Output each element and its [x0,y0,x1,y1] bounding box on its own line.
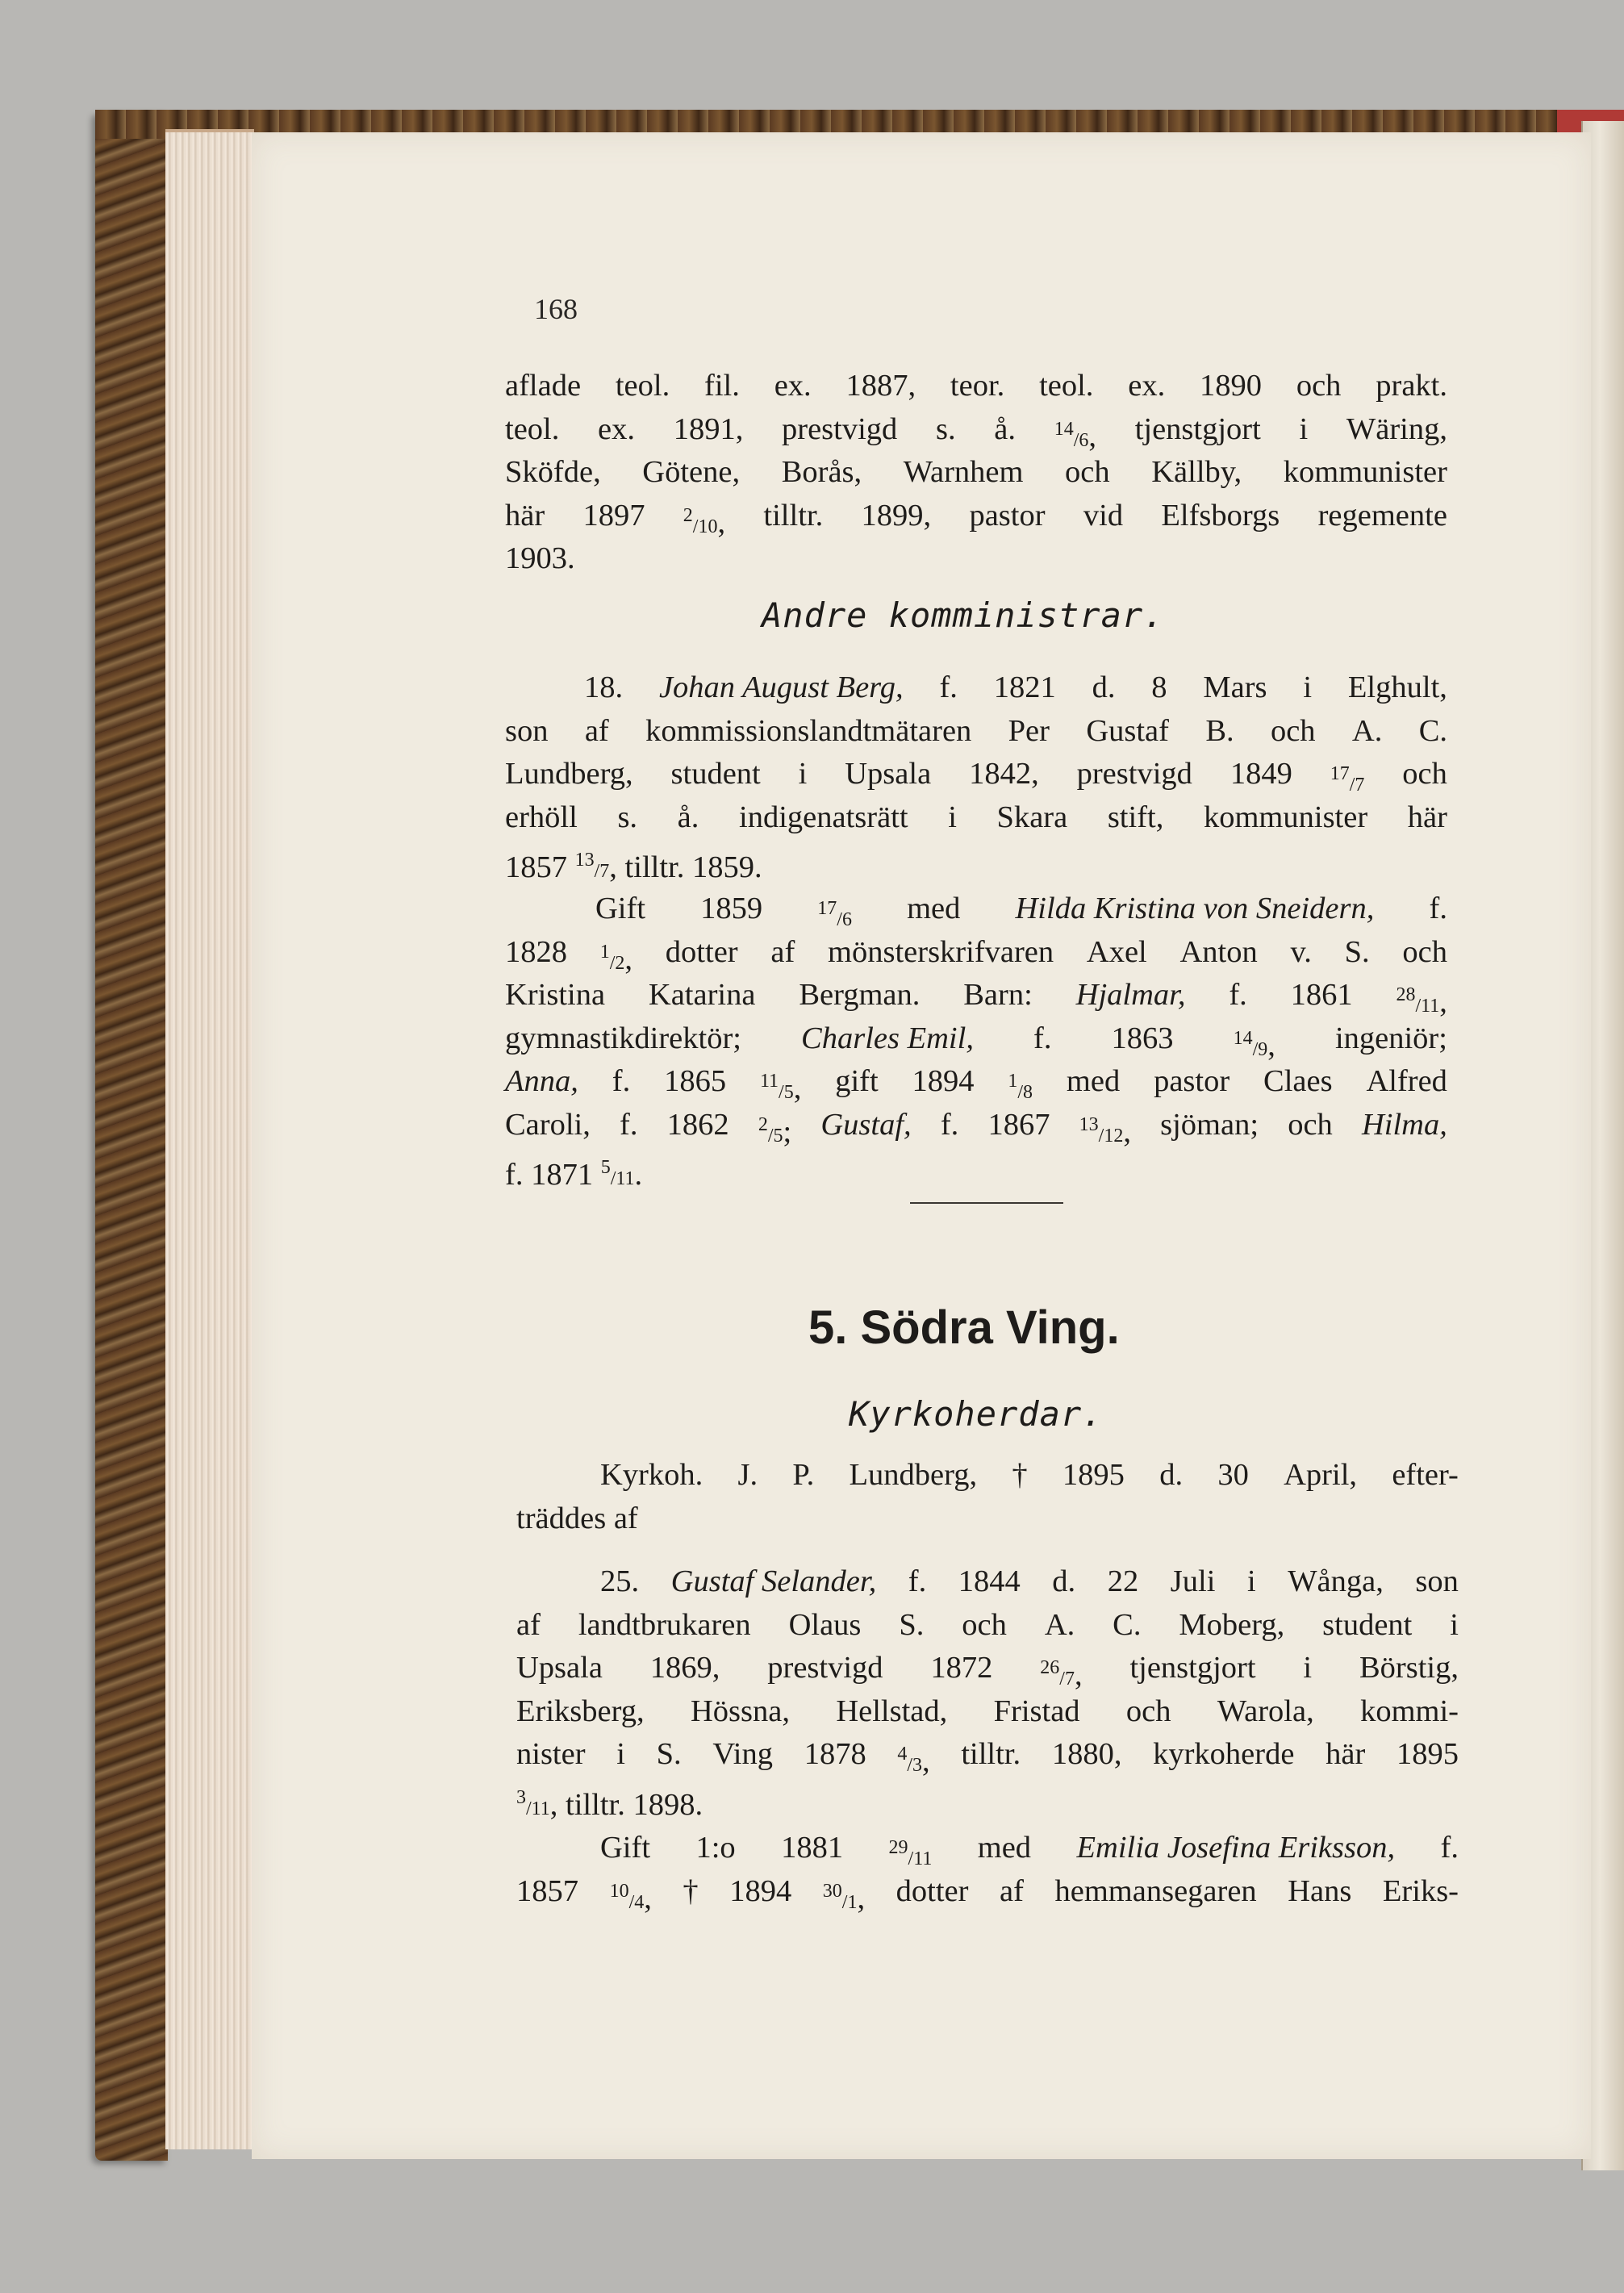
text-line [600,1560,1459,1604]
text-word: f. [1229,978,1247,1012]
text-word: Juli [1170,1564,1216,1598]
text-word: Lundberg, [849,1458,978,1492]
text-word: f. [939,670,958,704]
text-word: 1890 [1200,369,1263,403]
text-word: 1862 [666,1107,729,1142]
text-line [505,839,762,894]
text-word: d. [1159,1458,1184,1492]
text-word: Ving [712,1737,774,1771]
text-word: 1865 [664,1064,727,1098]
text-word: $^2$/10, [683,504,726,540]
text-word: pastor [969,498,1046,533]
text-word: prakt. [1376,369,1447,403]
text-word: tilltr. [624,850,685,884]
text-word: Kyrkoh. [600,1458,703,1492]
text-word: Hans [1288,1873,1352,1908]
text-word: i [1246,1564,1256,1598]
text-word: f. [908,1564,927,1598]
text-word: Gift [600,1831,651,1865]
heading-kyrkoherdar: Kyrkoherdar. [849,1394,1104,1434]
text-word: Hilda Kristina von Sneidern, [1015,892,1375,925]
text-word: Moberg, [1179,1607,1285,1642]
text-word: 30 [1217,1458,1249,1492]
text-word: Olaus [788,1607,862,1642]
text-word: sjöman; [1160,1107,1259,1142]
text-word: 1859. [691,850,762,884]
text-word: erhöll [505,800,578,834]
text-word: träddes [516,1501,607,1535]
text-word: Gift [595,892,646,925]
text-word: ex. [598,411,636,446]
text-word: $^{14}$/6, [1054,418,1096,453]
text-word: Hössna, [690,1694,790,1728]
text-word: 1880, [1051,1737,1122,1771]
text-word: af [584,713,609,748]
text-word: A. [1044,1607,1075,1642]
text-word: här [1326,1737,1366,1771]
text-word: 1861 [1290,978,1353,1012]
text-word: Hellstad, [836,1694,948,1728]
text-word: ex. [774,369,812,403]
text-word: kommi- [1360,1694,1459,1728]
text-word: af [1000,1873,1024,1908]
text-word: Eriksberg, [516,1694,645,1728]
text-word: och [1270,713,1316,748]
text-word: 1898. [632,1787,703,1822]
text-word: son [1415,1564,1459,1598]
text-line [505,451,1447,495]
text-line [505,710,1447,754]
text-word: här [505,498,545,533]
text-word: Wånga, [1288,1564,1384,1598]
text-word: kommunister [1203,800,1368,834]
text-line [505,1146,642,1201]
text-word: Caroli, [505,1107,591,1142]
text-word: Eriks- [1382,1873,1459,1908]
text-word: vid [1083,498,1124,533]
text-word: d. [1092,670,1116,704]
text-word: f. [612,1064,631,1098]
text-word: i [1450,1607,1459,1642]
text-word: Mars [1203,670,1267,704]
section-divider [910,1202,1063,1204]
text-word: f. [505,1158,524,1192]
text-word: $^2$/5; [758,1113,792,1149]
text-word: med [907,892,961,925]
text-word: Kristina [505,978,606,1012]
text-word: teol. [615,369,670,403]
text-word: kommunister [1283,455,1447,489]
text-word: S. [899,1607,925,1642]
text-word: teor. [950,369,1005,403]
text-word: regemente [1317,498,1447,533]
text-word: nister [516,1737,586,1771]
text-word: C. [1113,1607,1142,1642]
text-word: prestvigd [767,1651,883,1685]
text-word: 1:o [695,1831,736,1865]
text-line [516,1777,703,1831]
text-word: hemmansegaren [1054,1873,1257,1908]
text-word: Wäring, [1346,411,1447,446]
text-word: och [962,1607,1007,1642]
text-word: Upsala [516,1651,603,1685]
text-word: $^{17}$/7 [1330,763,1365,796]
text-word: $^{17}$/6 [817,898,852,930]
text-word: med [977,1831,1032,1865]
text-word: 1821 [993,670,1056,704]
text-word: $^1$/8 [1008,1071,1033,1103]
text-word: S. [1344,934,1370,969]
text-word: J. [737,1458,758,1492]
text-word: af [613,1501,638,1535]
text-word: student [670,757,761,791]
text-word: son [505,713,549,748]
text-word: å. [994,411,1017,446]
text-word: Sköfde, [505,455,601,489]
text-word: Charles Emil, [801,1021,974,1055]
text-word: och [1288,1107,1333,1142]
text-word: $^{14}$/9, [1233,1027,1275,1063]
text-word: $^{28}$/11, [1396,984,1447,1019]
text-word: Katarina [648,978,756,1012]
text-word: stift, [1107,800,1164,834]
page-number: 168 [534,293,578,325]
text-word: 1895 [1396,1737,1459,1771]
text-word: Götene, [642,455,741,489]
text-word: Claes [1263,1064,1333,1098]
text-word: f. [1429,892,1447,925]
text-word: 1881 [781,1831,844,1865]
text-word: f. [1440,1831,1459,1865]
text-word: gift [835,1064,879,1098]
text-word: Axel [1086,934,1147,969]
text-word: i [948,800,957,834]
text-word: fil. [704,369,740,403]
heading-andre-komministrar: Andre komministrar. [762,595,1165,635]
text-word: och [1296,369,1342,403]
section-title: 5. Södra Ving. [808,1301,1120,1354]
text-word: Barn: [963,978,1033,1012]
text-line [505,796,1447,840]
text-word: Källby, [1151,455,1242,489]
text-line [505,365,1447,408]
text-word: Johan August Berg, [658,670,904,704]
text-word: Bergman. [799,978,921,1012]
text-word: Anton [1179,934,1258,969]
text-word: Gustaf Selander, [670,1564,877,1598]
text-word: 1872 [930,1651,993,1685]
text-word: Gustaf, [820,1107,912,1142]
text-word: C. [1418,713,1447,748]
text-word: i [1303,1651,1313,1685]
text-word: Fristad [993,1694,1080,1728]
text-word: 8 [1151,670,1167,704]
text-word: teol. [1039,369,1094,403]
text-word: Warola, [1217,1694,1314,1728]
text-word: d. [1052,1564,1076,1598]
text-word: P. [792,1458,815,1492]
text-word: student [1322,1607,1413,1642]
text-word: Gustaf [1086,713,1169,748]
text-word: † [683,1873,699,1908]
text-word: Elghult, [1347,670,1447,704]
text-line [584,666,1447,710]
text-word: pastor [1154,1064,1230,1098]
text-word: 1828 [505,934,567,969]
text-word: dotter [665,934,738,969]
text-word: 1894 [912,1064,975,1098]
text-word: s. [936,411,956,446]
text-line [516,1690,1459,1734]
text-line [516,1870,1459,1925]
text-word: mönsterskrifvaren [828,934,1054,969]
text-word: B. [1205,713,1234,748]
text-word: $^{13}$/12, [1079,1113,1131,1149]
text-word: 1859 [700,892,763,925]
text-word: och [1402,757,1447,791]
text-word: tilltr. [566,1787,625,1822]
text-word: $^{30}$/1, [822,1880,866,1915]
text-word: $^1$/2, [599,941,633,976]
text-word: S. [656,1737,682,1771]
text-word: i [616,1737,625,1771]
text-word: f. [620,1107,638,1142]
text-word: A. [1351,713,1383,748]
text-line [505,495,1447,549]
text-word: och [1125,1694,1171,1728]
text-word: $^{13}$/7, [574,850,617,884]
text-word: i [1303,670,1313,704]
text-word: tjenstgjort [1134,411,1261,446]
text-word: Warnhem [903,455,1024,489]
text-word: tilltr. [961,1737,1021,1771]
text-word: dotter [895,1873,969,1908]
text-word: indigenatsrätt [739,800,908,834]
text-word: Upsala [845,757,932,791]
text-word: aflade [505,369,582,403]
text-word: 1895 [1062,1458,1125,1492]
text-word: Borås, [781,455,862,489]
text-word: å. [677,800,699,834]
text-word: efter- [1392,1458,1459,1492]
text-word: teol. [505,411,560,446]
text-word: 1878 [804,1737,866,1771]
text-word: f. [940,1107,959,1142]
text-word: 1842, [969,757,1039,791]
text-word: 1869, [649,1651,720,1685]
text-word: Börstig, [1359,1651,1459,1685]
text-word: i [1299,411,1309,446]
text-word: Elfsborgs [1161,498,1280,533]
text-word: och [1402,934,1447,969]
text-word: ex. [1128,369,1166,403]
text-word: tilltr. [763,498,824,533]
text-word: ingeniör; [1334,1021,1447,1055]
text-word: 1894 [729,1873,792,1908]
text-word: 25. [600,1564,640,1598]
text-word: Per [1008,713,1050,748]
text-word: Alfred [1366,1064,1447,1098]
text-word: $^{10}$/4, [609,1880,652,1915]
text-word: $^{26}$/7, [1040,1657,1083,1692]
text-line [516,1497,638,1541]
text-word: af [770,934,795,969]
text-line [600,1454,1459,1497]
text-word: Lundberg, [505,757,633,791]
text-word: här [1407,800,1447,834]
text-line [505,1104,1447,1159]
text-word: 1857 [516,1873,578,1908]
text-word: och [1065,455,1110,489]
text-word: Skara [996,800,1068,834]
text-word: gymnastikdirektör; [505,1021,741,1055]
book-cover-spine [95,111,168,2161]
text-line [516,1604,1459,1648]
text-word: Anna, [505,1064,578,1098]
text-word: prestvigd [782,411,898,446]
text-word: 1849 [1229,757,1292,791]
page-block-edges [165,129,254,2149]
text-word: 1903. [505,541,575,575]
text-line [505,537,575,581]
text-word: tjenstgjort [1129,1651,1256,1685]
text-word: 1899, [861,498,932,533]
text-word: landtbrukaren [578,1607,751,1642]
text-word: 1897 [582,498,645,533]
text-word: 22 [1107,1564,1139,1598]
text-word: $^5$/11. [600,1157,643,1192]
text-word: $^3$/11, [516,1786,558,1822]
text-word: Hjalmar, [1075,978,1186,1012]
text-word: Emilia Josefina Eriksson, [1076,1831,1396,1865]
text-word: med [1066,1064,1121,1098]
text-word: 1867 [987,1107,1050,1142]
text-word: prestvigd [1076,757,1192,791]
text-word: af [516,1607,541,1642]
text-word: 1887, [845,369,916,403]
text-word: $^{29}$/11 [888,1837,933,1869]
text-word: v. [1290,934,1312,969]
text-word: i [798,757,808,791]
text-word: f. [1033,1021,1052,1055]
text-word: s. [617,800,638,834]
text-word: † [1012,1458,1028,1492]
text-word: $^{11}$/5, [759,1071,802,1105]
text-word: 1863 [1111,1021,1174,1055]
text-word: kommissionslandtmätaren [645,713,972,748]
text-word: 18. [584,670,624,704]
text-word: April, [1284,1458,1358,1492]
text-word: 1844 [958,1564,1021,1598]
text-word: 1871 [531,1158,594,1192]
text-word: Hilma, [1361,1107,1447,1142]
text-word: $^4$/3, [897,1744,930,1778]
text-word: kyrkoherde [1153,1737,1295,1771]
text-word: 1857 [505,850,567,884]
text-word: 1891, [673,411,744,446]
